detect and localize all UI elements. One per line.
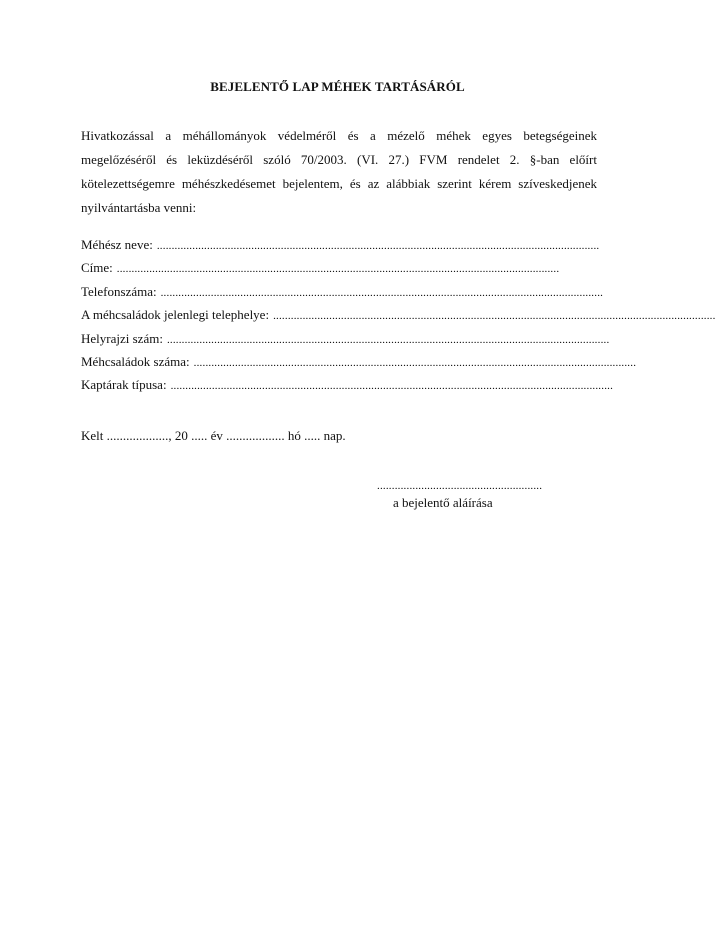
date-line: Kelt ..................., 20 ..... év .................. hó ..... nap. <box>81 428 346 443</box>
field-address <box>81 260 590 278</box>
field-label: Helyrajzi szám: <box>81 331 163 346</box>
fill-in-line: ...................................................................................................................................................... <box>156 240 600 252</box>
fill-in-line: ...................................................................................................................................................... <box>116 263 560 275</box>
field-phone <box>81 284 604 302</box>
field-hive-type <box>81 377 614 395</box>
signature-label: a bejelentő aláírása <box>393 495 493 510</box>
field-label: Címe: <box>81 260 113 275</box>
fill-in-line: ...................................................................................................................................................... <box>193 357 637 369</box>
field-beekeeper-name <box>81 237 600 255</box>
document-title: BEJELENTŐ LAP MÉHEK TARTÁSÁRÓL <box>210 79 465 94</box>
signature-line: ........................................................ <box>377 480 543 492</box>
field-label: Kaptárak típusa: <box>81 377 167 392</box>
fill-in-line: ...................................................................................................................................................... <box>170 380 614 392</box>
fill-in-line: ...................................................................................................................................................... <box>166 334 610 346</box>
fill-in-line: ...................................................................................................................................................... <box>273 310 716 322</box>
field-colony-count <box>81 354 637 372</box>
field-label: A méhcsaládok jelenlegi telephelye: <box>81 307 270 322</box>
fill-in-line: ...................................................................................................................................................... <box>160 287 604 299</box>
intro-paragraph: Hivatkozással a méhállományok védelméről és a mézelő méhek egyes betegségeinek megelőzéséről és leküzdéséről szóló 70/2003. (VI. 27.) FVM rendelet 2. §-ban előírt kötelezettségemre méhészkedésemet bejelentem, és az alábbiak szerint kérem szíveskedjenek nyilvántartásba venni: <box>81 128 597 215</box>
field-label: Méhcsaládok száma: <box>81 354 190 369</box>
field-parcel-number <box>81 331 610 349</box>
field-site-location <box>81 307 716 325</box>
field-label: Méhész neve: <box>81 237 153 252</box>
field-label: Telefonszáma: <box>81 284 157 299</box>
